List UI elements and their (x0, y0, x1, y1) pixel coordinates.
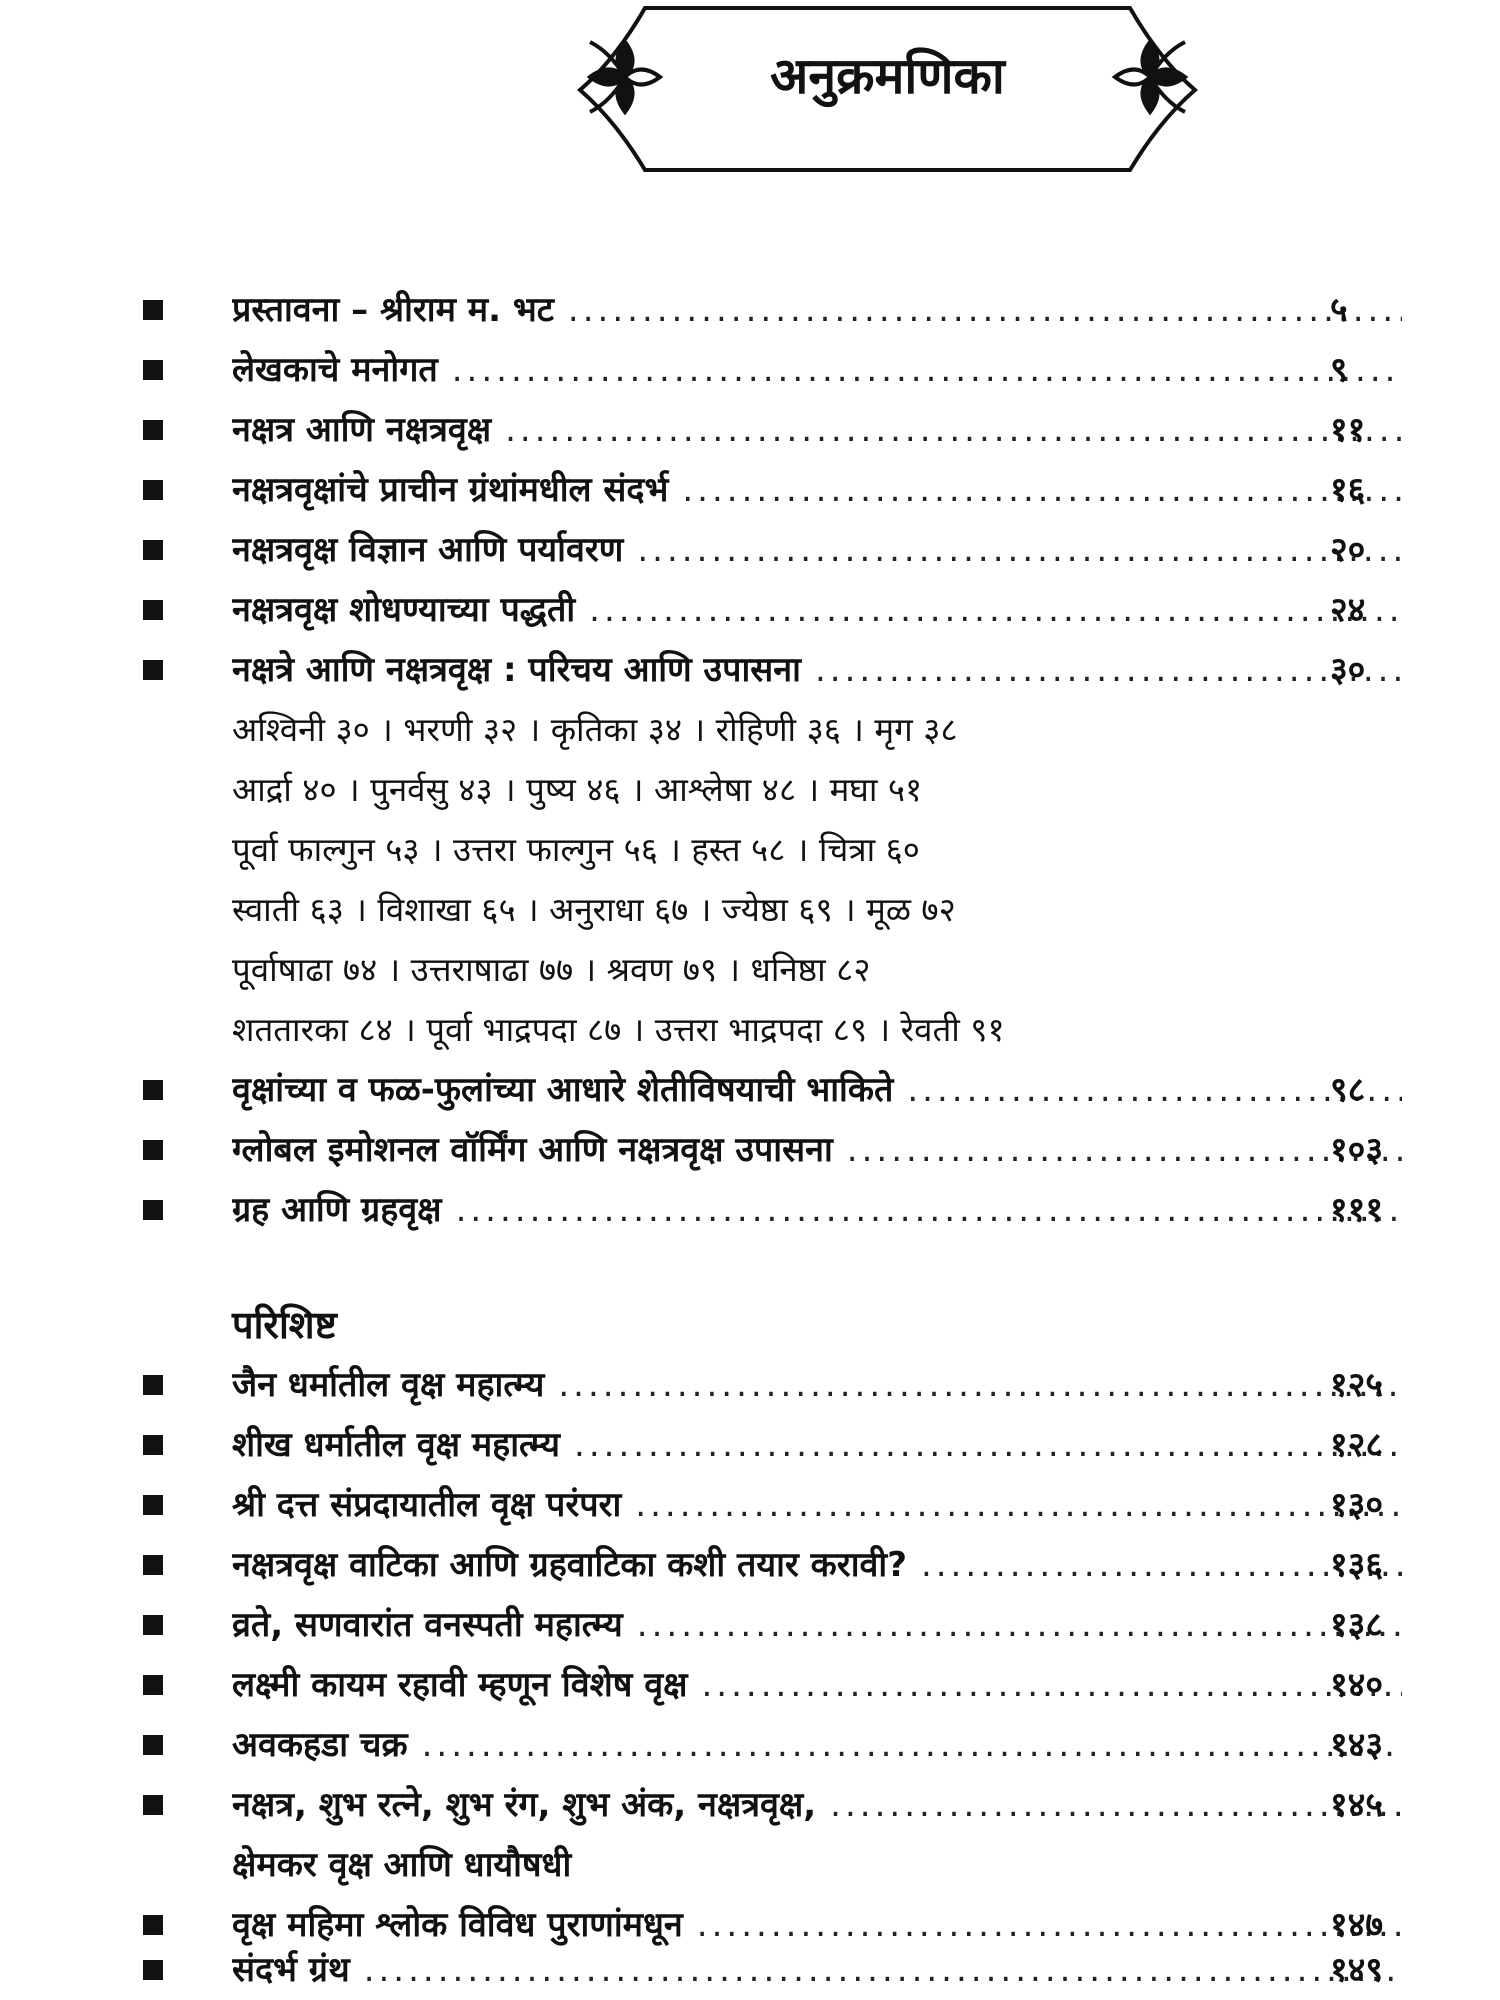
bullet-square-icon (143, 1960, 163, 1980)
entry-page: १४० (1330, 1665, 1384, 1705)
entry-page: ३० (1330, 650, 1366, 690)
toc-row[interactable] (0, 1535, 1500, 1595)
leader-dots (847, 1120, 1402, 1180)
appendix-heading: परिशिष्ट (232, 1303, 337, 1347)
entry-page: १४७ (1330, 1905, 1384, 1945)
bullet-square-icon (143, 1735, 163, 1755)
toc-row[interactable] (0, 1415, 1500, 1475)
entry-title: प्रस्तावना – श्रीराम म. भट (232, 290, 554, 330)
leader-dots (505, 400, 1402, 460)
toc-entry (232, 1775, 1402, 1835)
leader-dots (637, 520, 1402, 580)
entry-page: १६ (1330, 470, 1366, 510)
entry-title: नक्षत्रवृक्ष वाटिका आणि ग्रहवाटिका कशी तयार करावी? (232, 1545, 907, 1585)
leader-dots (682, 460, 1402, 520)
leader-dots (907, 1060, 1402, 1120)
toc-row[interactable] (0, 1355, 1500, 1415)
entry-page: ५ (1330, 290, 1348, 330)
toc-entry (232, 520, 1402, 580)
leader-dots (702, 1655, 1403, 1715)
entry-title: नक्षत्रवृक्ष शोधण्याच्या पद्धती (232, 590, 576, 630)
entry-title: अवकहडा चक्र (232, 1725, 408, 1765)
bullet-square-icon (143, 480, 163, 500)
bullet-square-icon (143, 1080, 163, 1100)
entry-page: १३० (1330, 1485, 1384, 1525)
entry-page: २० (1330, 530, 1366, 570)
nakshatra-line: पूर्वा फाल्गुन ५३ । उत्तरा फाल्गुन ५६ । हस्त ५८ । चित्रा ६० (232, 830, 920, 869)
title-banner (575, 0, 1200, 180)
toc-entry (232, 1180, 1402, 1240)
entry-page: १११ (1330, 1190, 1384, 1230)
entry-page: १२५ (1330, 1365, 1384, 1405)
leader-dots (452, 340, 1402, 400)
nakshatra-line: स्वाती ६३ । विशाखा ६५ । अनुराधा ६७ । ज्येष्ठा ६९ । मूळ ७२ (232, 890, 956, 929)
entry-title: लेखकाचे मनोगत (232, 350, 438, 390)
bullet-square-icon (143, 1435, 163, 1455)
entry-title: व्रते, सणवारांत वनस्पती महात्म्य (232, 1605, 623, 1645)
toc-row[interactable] (0, 1475, 1500, 1535)
entry-title: नक्षत्रे आणि नक्षत्रवृक्ष : परिचय आणि उपासना (232, 650, 801, 690)
entry-title: जैन धर्मातील वृक्ष महात्म्य (232, 1365, 545, 1405)
entry-title: संदर्भ ग्रंथ (232, 1950, 350, 1990)
entry-page: १३६ (1330, 1545, 1384, 1585)
entry-page: १३८ (1330, 1605, 1384, 1645)
toc-entry (232, 1120, 1402, 1180)
leader-dots (635, 1475, 1402, 1535)
bullet-square-icon (143, 1795, 163, 1815)
bullet-square-icon (143, 1375, 163, 1395)
entry-title: नक्षत्र, शुभ रत्ने, शुभ रंग, शुभ अंक, नक्षत्रवृक्ष, (232, 1785, 817, 1825)
leader-dots (422, 1715, 1402, 1775)
leader-dots (815, 640, 1402, 700)
entry-title: नक्षत्र आणि नक्षत्रवृक्ष (232, 410, 492, 450)
entry-title: ग्रह आणि ग्रहवृक्ष (232, 1190, 442, 1230)
toc-entry (232, 400, 1402, 460)
leader-dots (558, 1355, 1402, 1415)
toc-row[interactable] (0, 280, 1500, 340)
toc-row[interactable] (0, 1655, 1500, 1715)
bullet-square-icon (143, 1555, 163, 1575)
bullet-square-icon (143, 1140, 163, 1160)
nakshatra-line: आर्द्रा ४० । पुनर्वसु ४३ । पुष्य ४६ । आश्लेषा ४८ । मघा ५१ (232, 770, 923, 809)
entry-title: लक्ष्मी कायम रहावी म्हणून विशेष वृक्ष (232, 1665, 688, 1705)
bullet-square-icon (143, 420, 163, 440)
toc-entry (232, 1655, 1402, 1715)
toc-row[interactable] (0, 1775, 1500, 1835)
toc-row[interactable] (0, 1715, 1500, 1775)
toc-entry (232, 460, 1402, 520)
toc-entry (232, 1535, 1402, 1595)
nakshatra-line: पूर्वाषाढा ७४ । उत्तराषाढा ७७ । श्रवण ७९ । धनिष्ठा ८२ (232, 950, 871, 989)
toc-row[interactable] (0, 580, 1500, 640)
bullet-square-icon (143, 360, 163, 380)
nakshatra-line: शततारका ८४ । पूर्वा भाद्रपदा ८७ । उत्तरा भाद्रपदा ८९ । रेवती ९१ (232, 1010, 1005, 1049)
toc-row[interactable] (0, 460, 1500, 520)
entry-page: ११ (1330, 410, 1366, 450)
toc-row[interactable] (0, 1060, 1500, 1120)
bullet-square-icon (143, 540, 163, 560)
bullet-square-icon (143, 1495, 163, 1515)
bullet-square-icon (143, 1675, 163, 1695)
toc-row[interactable] (0, 1595, 1500, 1655)
toc-row[interactable] (0, 1120, 1500, 1180)
entry-page: २४ (1330, 590, 1366, 630)
entry-title: ग्लोबल इमोशनल वॉर्मिंग आणि नक्षत्रवृक्ष उपासना (232, 1130, 833, 1170)
leader-dots (364, 1940, 1402, 2000)
entry-title: वृक्ष महिमा श्लोक विविध पुराणांमधून (232, 1905, 683, 1945)
toc-entry (232, 580, 1402, 640)
leader-dots (456, 1180, 1402, 1240)
toc-entry (232, 1355, 1402, 1415)
entry-title: नक्षत्रवृक्ष विज्ञान आणि पर्यावरण (232, 530, 624, 570)
bullet-square-icon (143, 660, 163, 680)
page-title: अनुक्रमणिका (770, 47, 1005, 105)
entry-page: १०३ (1330, 1130, 1384, 1170)
bullet-square-icon (143, 600, 163, 620)
bullet-square-icon (143, 1915, 163, 1935)
entry-title: श्री दत्त संप्रदायातील वृक्ष परंपरा (232, 1485, 622, 1525)
toc-entry (232, 280, 1402, 340)
toc-entry (232, 1475, 1402, 1535)
toc-row[interactable] (0, 640, 1500, 700)
leader-dots (574, 1415, 1402, 1475)
toc-entry (232, 1595, 1402, 1655)
toc-row[interactable] (0, 1180, 1500, 1240)
toc-row[interactable] (0, 520, 1500, 580)
nakshatra-line: अश्विनी ३० । भरणी ३२ । कृतिका ३४ । रोहिणी ३६ । मृग ३८ (232, 710, 958, 749)
entry-page: ९ (1330, 350, 1348, 390)
bullet-square-icon (143, 1200, 163, 1220)
toc-entry (232, 1415, 1402, 1475)
entry-title: वृक्षांच्या व फळ-फुलांच्या आधारे शेतीविषयाची भाकिते (232, 1070, 894, 1110)
leader-dots (568, 280, 1402, 340)
entry-page: ९८ (1330, 1070, 1366, 1110)
toc-entry (232, 1715, 1402, 1775)
entry-page: १४९ (1330, 1950, 1384, 1990)
entry-title: नक्षत्रवृक्षांचे प्राचीन ग्रंथांमधील संदर्भ (232, 470, 669, 510)
leader-dots (830, 1775, 1402, 1835)
leader-dots (637, 1595, 1402, 1655)
entry-page: १४३ (1330, 1725, 1384, 1765)
toc-entry (232, 1940, 1402, 2000)
entry-page: १४५ (1330, 1785, 1384, 1825)
bullet-square-icon (143, 300, 163, 320)
toc-row[interactable] (0, 400, 1500, 460)
toc-entry (232, 640, 1402, 700)
toc-row[interactable] (0, 1940, 1500, 2000)
leader-dots (589, 580, 1402, 640)
toc-entry (232, 1060, 1402, 1120)
entry-continuation: क्षेमकर वृक्ष आणि धायौषधी (232, 1845, 572, 1885)
entry-page: १२८ (1330, 1425, 1384, 1465)
bullet-square-icon (143, 1615, 163, 1635)
entry-title: शीख धर्मातील वृक्ष महात्म्य (232, 1425, 561, 1465)
toc-row[interactable] (0, 340, 1500, 400)
toc-entry (232, 340, 1402, 400)
